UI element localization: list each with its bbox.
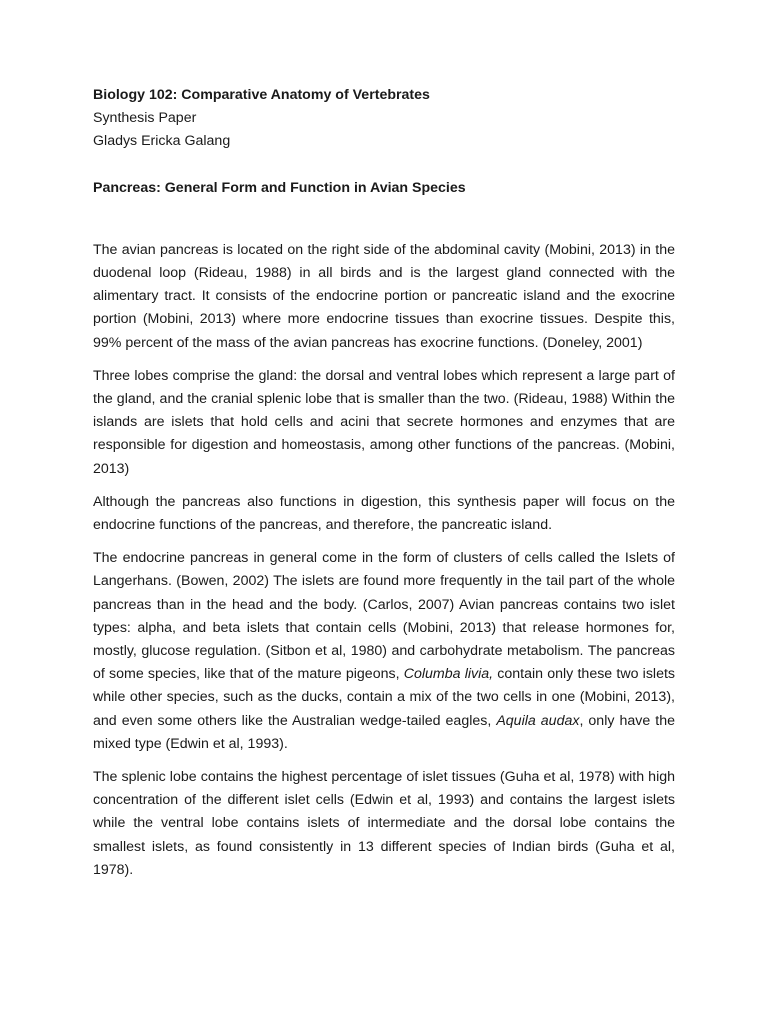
- paragraph-4-text-a: The endocrine pancreas in general come in the form of clusters of cells called the Islets of Langerhans. (Bowen, 2002) The islets are found more frequently in the tail part of the whole pancreas than in the head and the body. (Carlos, 2007) Avian pancreas contains two islet types: alpha, and beta islets that contain cells (Mobini, 2013) that release hormones for, mostly, glucose regulation. (Sitbon et al, 1980) and carbohydrate metabolism. The pancreas of some species, like that of the mature pigeons,: [93, 550, 675, 683]
- species-name-aquila: Aquila audax: [496, 712, 580, 729]
- paper-title: Pancreas: General Form and Function in Avian Species: [93, 179, 466, 196]
- paragraph-4-text-b: contain only these two islets while other species, such as the ducks, contain a mix of the two cells in one (Mobini, 2013), and even some others like the Australian wedge-tailed eagles,: [93, 666, 675, 729]
- paragraph-2: Three lobes comprise the gland: the dorsal and ventral lobes which represent a large part of the gland, and the cranial splenic lobe that is smaller than the two. (Rideau, 1988) Within the islands are islets that hold cells and acini that secrete hormones and enzymes that are responsible for digestion and homeostasis, among other functions of the pancreas. (Mobini, 2013): [93, 367, 675, 477]
- document-page: [93, 84, 675, 882]
- paragraph-3: Although the pancreas also functions in digestion, this synthesis paper will focus on the endocrine functions of the pancreas, and therefore, the pancreatic island.: [93, 493, 675, 534]
- paragraph-4-text-c: , only have the mixed type (Edwin et al, 1993).: [93, 712, 675, 752]
- paragraph-1: The avian pancreas is located on the right side of the abdominal cavity (Mobini, 2013) in the duodenal loop (Rideau, 1988) in all birds and is the largest gland connected with the alimentary tract. It consists of the endocrine portion or pancreatic island and the exocrine portion (Mobini, 2013) where more endocrine tissues than exocrine tissues. Despite this, 99% percent of the mass of the avian pancreas has exocrine functions. (Doneley, 2001): [93, 241, 675, 351]
- course-title: Biology 102: Comparative Anatomy of Vertebrates: [93, 87, 430, 103]
- paragraph-4: [93, 547, 675, 756]
- author-name: Gladys Ericka Galang: [93, 133, 231, 150]
- paragraph-5: The splenic lobe contains the highest percentage of islet tissues (Guha et al, 1978) with high concentration of the different islet cells (Edwin et al, 1993) and contains the largest islets while the ventral lobe contains islets of intermediate and the dorsal lobe contains the smallest islets, as found consistently in 13 different species of Indian birds (Guha et al, 1978).: [93, 769, 675, 878]
- document-type: Synthesis Paper: [93, 110, 197, 127]
- species-name-columba: Columba livia,: [403, 666, 494, 683]
